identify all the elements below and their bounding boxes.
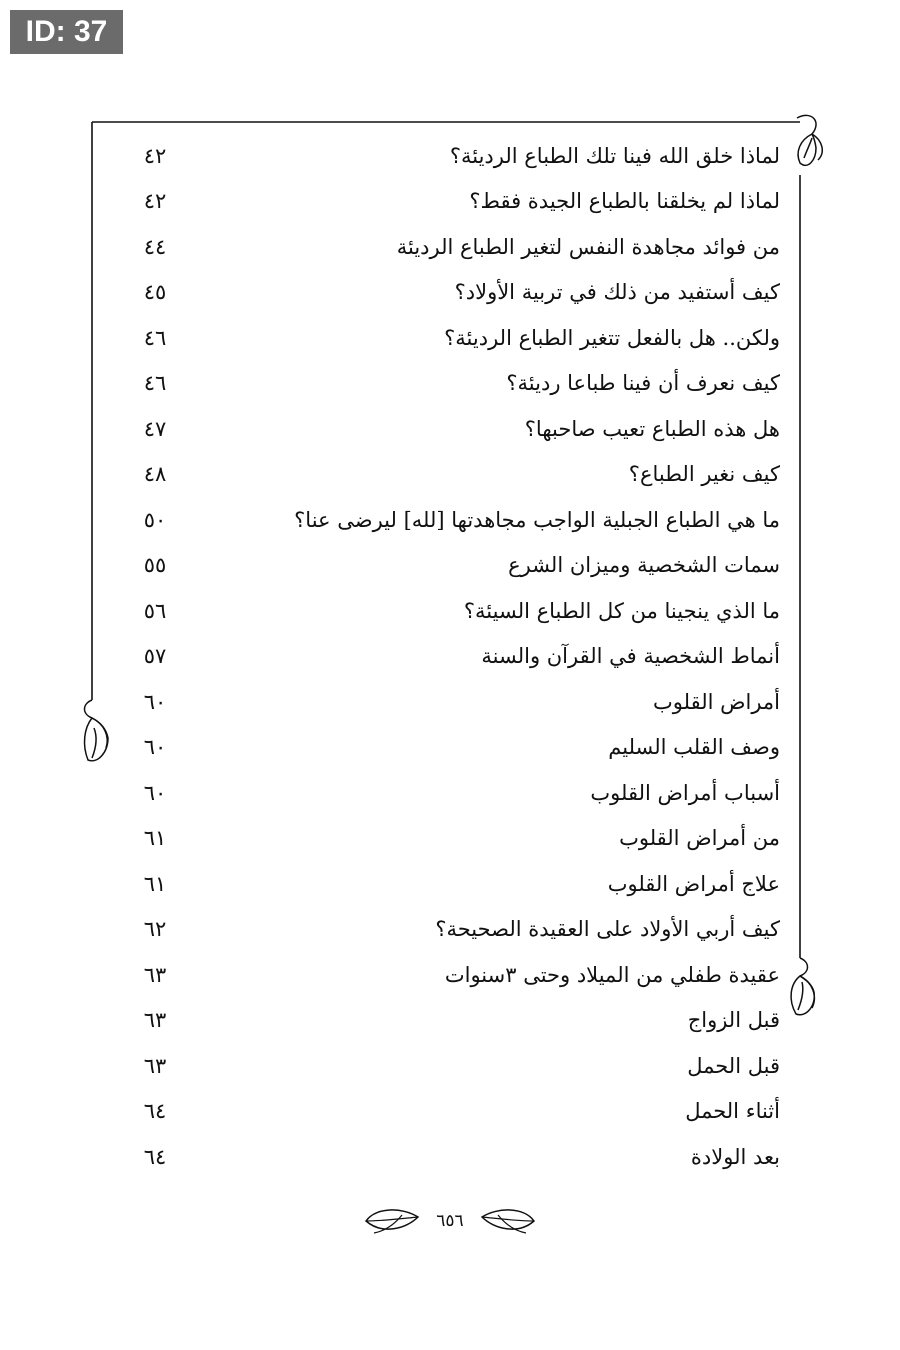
toc-row [135, 406, 780, 452]
toc-page-number: ٥٠ [143, 507, 167, 532]
toc-entry-title: لماذا خلق الله فينا تلك الطباع الرديئة؟ [449, 143, 780, 168]
toc-page-number: ٦٠ [143, 735, 167, 760]
toc-row [135, 634, 780, 680]
toc-entry-title: أمراض القلوب [653, 689, 780, 714]
toc-entry-title: قبل الحمل [687, 1053, 780, 1078]
toc-page-number: ٦٤ [143, 1099, 167, 1124]
toc-row [135, 952, 780, 998]
toc-page-number: ٤٨ [143, 462, 167, 487]
toc-page-number: ٥٦ [143, 598, 167, 623]
toc-row [135, 907, 780, 953]
toc-row [135, 224, 780, 270]
toc-entry-title: من أمراض القلوب [619, 826, 780, 851]
toc-row [135, 361, 780, 407]
id-badge: ID: 37 [10, 10, 123, 54]
toc-row [135, 1043, 780, 1089]
toc-page-number: ٤٢ [143, 143, 167, 168]
toc-row [135, 725, 780, 771]
toc-page-number: ٦٣ [143, 1008, 167, 1033]
toc-entry-title: عقيدة طفلي من الميلاد وحتى ٣سنوات [444, 962, 780, 987]
toc-entry-title: ما الذي ينجينا من كل الطباع السيئة؟ [463, 598, 780, 623]
leaf-icon [85, 700, 109, 761]
toc-entry-title: كيف أربي الأولاد على العقيدة الصحيحة؟ [435, 917, 780, 942]
toc-entry-title: أنماط الشخصية في القرآن والسنة [481, 644, 780, 669]
toc-page-number: ٦١ [143, 871, 167, 896]
toc-row [135, 452, 780, 498]
page-footer [340, 1196, 560, 1246]
toc-page-number: ٤٤ [143, 234, 167, 259]
toc-row [135, 588, 780, 634]
toc-page-number: ٤٦ [143, 371, 167, 396]
toc-entry-title: كيف أستفيد من ذلك في تربية الأولاد؟ [454, 280, 780, 305]
toc-page-number: ٤٢ [143, 189, 167, 214]
toc-page-number: ٥٥ [143, 553, 167, 578]
toc-entry-title: أثناء الحمل [685, 1099, 780, 1124]
toc-row [135, 133, 780, 179]
toc-row [135, 861, 780, 907]
toc-page-number: ٦٠ [143, 780, 167, 805]
toc-row [135, 179, 780, 225]
toc-entry-title: بعد الولادة [690, 1144, 780, 1169]
toc-page-number: ٦١ [143, 826, 167, 851]
toc-row [135, 1134, 780, 1180]
toc-page-number: ٦٣ [143, 1053, 167, 1078]
toc-entry-title: كيف نغير الطباع؟ [628, 462, 780, 487]
toc-page-number: ٦٠ [143, 689, 167, 714]
toc-entry-title: وصف القلب السليم [608, 735, 780, 760]
toc-entry-title: سمات الشخصية وميزان الشرع [508, 553, 780, 578]
toc-entry-title: ولكن.. هل بالفعل تتغير الطباع الرديئة؟ [444, 325, 780, 350]
leaf-ornament-icon [478, 1203, 538, 1239]
toc-row [135, 816, 780, 862]
page-number: ٦٥٦ [436, 1211, 464, 1231]
toc-entry-title: هل هذه الطباع تعيب صاحبها؟ [524, 416, 780, 441]
toc-row [135, 497, 780, 543]
toc-page-number: ٦٢ [143, 917, 167, 942]
toc-row [135, 770, 780, 816]
toc-page-number: ٤٧ [143, 416, 167, 441]
toc-row [135, 998, 780, 1044]
toc-page-number: ٤٥ [143, 280, 167, 305]
table-of-contents [135, 133, 780, 1180]
toc-entry-title: ما هي الطباع الجبلية الواجب مجاهدتها [لله] ليرضى عنا؟ [294, 507, 780, 532]
toc-row [135, 543, 780, 589]
toc-entry-title: كيف نعرف أن فينا طباعا رديئة؟ [506, 371, 780, 396]
leaf-icon [791, 958, 814, 1015]
toc-page-number: ٦٣ [143, 962, 167, 987]
toc-page-number: ٦٤ [143, 1144, 167, 1169]
toc-entry-title: قبل الزواج [687, 1008, 780, 1033]
toc-entry-title: أسباب أمراض القلوب [590, 780, 780, 805]
toc-entry-title: من فوائد مجاهدة النفس لتغير الطباع الرديئة [396, 234, 780, 259]
toc-row [135, 679, 780, 725]
toc-page-number: ٥٧ [143, 644, 167, 669]
toc-entry-title: لماذا لم يخلقنا بالطباع الجيدة فقط؟ [469, 189, 780, 214]
leaf-icon [797, 115, 822, 165]
toc-row [135, 315, 780, 361]
leaf-ornament-icon [362, 1203, 422, 1239]
toc-entry-title: علاج أمراض القلوب [607, 871, 780, 896]
toc-page-number: ٤٦ [143, 325, 167, 350]
toc-row [135, 270, 780, 316]
toc-row [135, 1089, 780, 1135]
